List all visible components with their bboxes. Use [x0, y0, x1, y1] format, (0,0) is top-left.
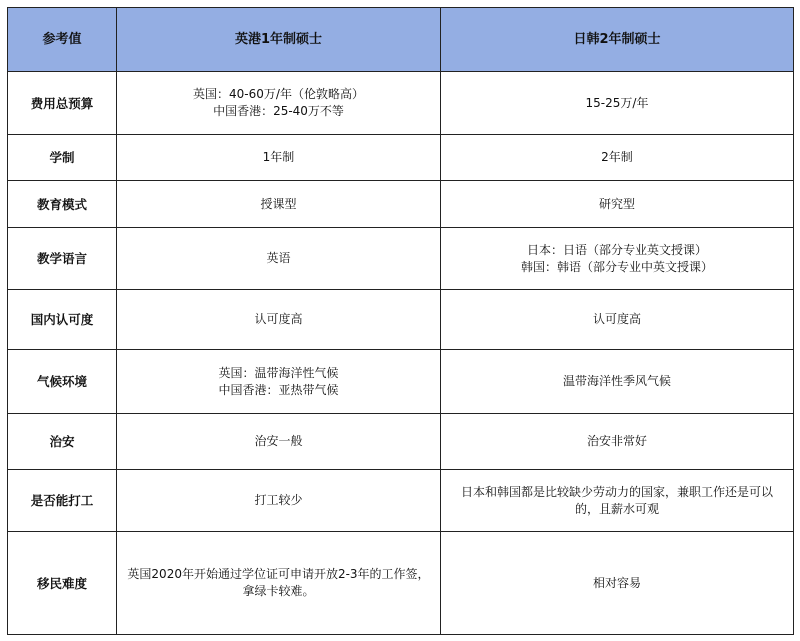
row-label: 学制	[8, 135, 117, 181]
cell-jp-kr: 15-25万/年	[441, 72, 794, 135]
row-label: 教育模式	[8, 181, 117, 228]
table-row	[8, 532, 794, 635]
row-label: 教学语言	[8, 228, 117, 290]
cell-jp-kr: 温带海洋性季风气候	[441, 350, 794, 414]
cell-uk-hk: 英语	[117, 228, 441, 290]
cell-uk-hk: 治安一般	[117, 414, 441, 470]
header-jp-kr: 日韩2年制硕士	[441, 8, 794, 72]
row-label: 费用总预算	[8, 72, 117, 135]
table-row	[8, 350, 794, 414]
table-row	[8, 414, 794, 470]
table-row	[8, 135, 794, 181]
table-row	[8, 72, 794, 135]
cell-uk-hk: 认可度高	[117, 290, 441, 350]
cell-jp-kr: 相对容易	[441, 532, 794, 635]
row-label: 国内认可度	[8, 290, 117, 350]
cell-uk-hk: 英国2020年开始通过学位证可申请开放2-3年的工作签， 拿绿卡较难。	[117, 532, 441, 635]
cell-jp-kr: 治安非常好	[441, 414, 794, 470]
header-uk-hk: 英港1年制硕士	[117, 8, 441, 72]
cell-jp-kr: 日本：日语（部分专业英文授课） 韩国：韩语（部分专业中英文授课）	[441, 228, 794, 290]
row-label: 是否能打工	[8, 470, 117, 532]
table-row	[8, 290, 794, 350]
comparison-table	[7, 7, 794, 635]
cell-uk-hk: 授课型	[117, 181, 441, 228]
cell-jp-kr: 日本和韩国都是比较缺少劳动力的国家，兼职工作还是可以 的，且薪水可观	[441, 470, 794, 532]
cell-uk-hk: 打工较少	[117, 470, 441, 532]
table-row	[8, 470, 794, 532]
row-label: 移民难度	[8, 532, 117, 635]
row-label: 气候环境	[8, 350, 117, 414]
header-reference: 参考值	[8, 8, 117, 72]
cell-jp-kr: 2年制	[441, 135, 794, 181]
table-row	[8, 181, 794, 228]
cell-jp-kr: 研究型	[441, 181, 794, 228]
cell-jp-kr: 认可度高	[441, 290, 794, 350]
cell-uk-hk: 英国：40-60万/年（伦敦略高） 中国香港：25-40万不等	[117, 72, 441, 135]
cell-uk-hk: 英国：温带海洋性气候 中国香港：亚热带气候	[117, 350, 441, 414]
row-label: 治安	[8, 414, 117, 470]
header-row	[8, 8, 794, 72]
cell-uk-hk: 1年制	[117, 135, 441, 181]
table-row	[8, 228, 794, 290]
